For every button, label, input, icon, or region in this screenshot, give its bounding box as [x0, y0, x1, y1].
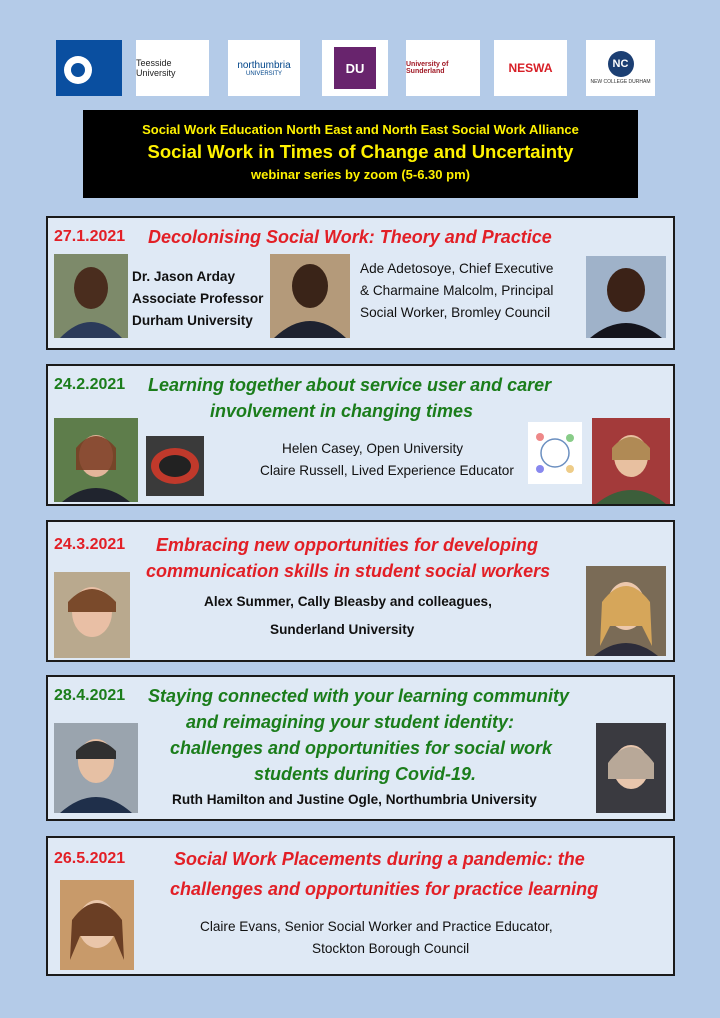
- sunderland-logo: [406, 40, 480, 96]
- event-date: 26.5.2021: [54, 850, 126, 867]
- series-header: [83, 110, 638, 198]
- event-title-line: Learning together about service user and carer: [148, 375, 552, 395]
- event-title: Decolonising Social Work: Theory and Practice: [148, 227, 552, 247]
- event-title-line: and reimagining your student identity:: [186, 712, 515, 732]
- diagram-image: [528, 422, 582, 484]
- northumbria-logo: [228, 40, 300, 96]
- speaker-line: Sunderland University: [270, 622, 415, 637]
- event-title-line: involvement in changing times: [210, 401, 474, 421]
- event-date: 28.4.2021: [54, 687, 126, 704]
- sunderland-logo-text: University of Sunderland: [406, 61, 449, 75]
- event-card-5: [46, 836, 675, 976]
- speaker-photo: [586, 566, 666, 656]
- event-title-line: Embracing new opportunities for developing: [156, 535, 539, 555]
- neswa-logo-text: NESWA: [508, 61, 553, 75]
- northumbria-logo-subtext: UNIVERSITY: [245, 70, 282, 77]
- speaker-b: [360, 258, 553, 324]
- speaker-line: Helen Casey, Open University: [282, 441, 464, 456]
- event-card-3: [46, 520, 675, 662]
- speaker-b-line: Ade Adetosoye, Chief Executive: [360, 261, 554, 276]
- speaker-photo: [596, 723, 666, 813]
- event-speakers: [172, 789, 537, 811]
- series-title: Social Work in Times of Change and Uncertainty: [147, 141, 574, 162]
- meeting-photo: [146, 436, 204, 496]
- speaker-a-line: Associate Professor: [132, 291, 264, 306]
- event-title-line: Social Work Placements during a pandemic: the: [174, 849, 585, 869]
- new-college-durham-badge: NC: [608, 51, 634, 77]
- event-title-line: Staying connected with your learning community: [148, 686, 570, 706]
- teesside-logo-text: Teesside University: [136, 58, 176, 78]
- event-speakers: [200, 916, 553, 960]
- northumbria-logo-text: northumbria: [237, 59, 291, 71]
- teesside-logo: [136, 40, 209, 96]
- speaker-b-line: Social Worker, Bromley Council: [360, 305, 551, 320]
- event-title-line: students during Covid-19.: [254, 764, 477, 784]
- event-card-1: [46, 216, 675, 350]
- event-card-2: [46, 364, 675, 506]
- event-title-line: communication skills in student social workers: [146, 561, 551, 581]
- series-subtitle: webinar series by zoom (5-6.30 pm): [251, 167, 470, 182]
- event-speakers: [204, 588, 492, 644]
- event-date: 27.1.2021: [54, 228, 126, 245]
- speaker-a: [132, 266, 263, 332]
- speaker-line: Stockton Borough Council: [312, 941, 470, 956]
- neswa-logo: [494, 40, 567, 96]
- speaker-photo: [54, 572, 130, 658]
- durham-logo-shield: DU: [334, 47, 376, 89]
- speaker-photo: [60, 880, 134, 970]
- partner-logos: [56, 40, 676, 100]
- speaker-photo: [586, 256, 666, 338]
- speaker-line: Ruth Hamilton and Justine Ogle, Northumbria University: [172, 792, 537, 807]
- speaker-photo: [270, 254, 350, 338]
- speaker-a-line: Durham University: [132, 313, 253, 328]
- speaker-photo: [54, 418, 138, 502]
- event-date: 24.2.2021: [54, 376, 126, 393]
- event-speakers: [260, 438, 514, 482]
- event-title-line: challenges and opportunities for practice learning: [170, 879, 599, 899]
- event-card-4: [46, 675, 675, 821]
- new-college-durham-logo: [586, 40, 655, 96]
- speaker-a-line: Dr. Jason Arday: [132, 269, 236, 284]
- speaker-photo: [54, 254, 128, 338]
- header-organisers: Social Work Education North East and North East Social Work Alliance: [142, 122, 579, 137]
- speaker-b-line: & Charmaine Malcolm, Principal: [360, 283, 554, 298]
- speaker-line: Claire Evans, Senior Social Worker and Practice Educator,: [200, 919, 553, 934]
- new-college-durham-text: NEW COLLEGE DURHAM: [590, 79, 651, 85]
- speaker-line: Alex Summer, Cally Bleasby and colleagues,: [204, 594, 492, 609]
- durham-logo: [322, 40, 388, 96]
- open-university-logo: [56, 40, 122, 96]
- event-date: 24.3.2021: [54, 536, 126, 553]
- speaker-photo: [592, 418, 670, 504]
- event-title-line: challenges and opportunities for social work: [170, 738, 553, 758]
- speaker-photo: [54, 723, 138, 813]
- speaker-line: Claire Russell, Lived Experience Educator: [260, 463, 514, 478]
